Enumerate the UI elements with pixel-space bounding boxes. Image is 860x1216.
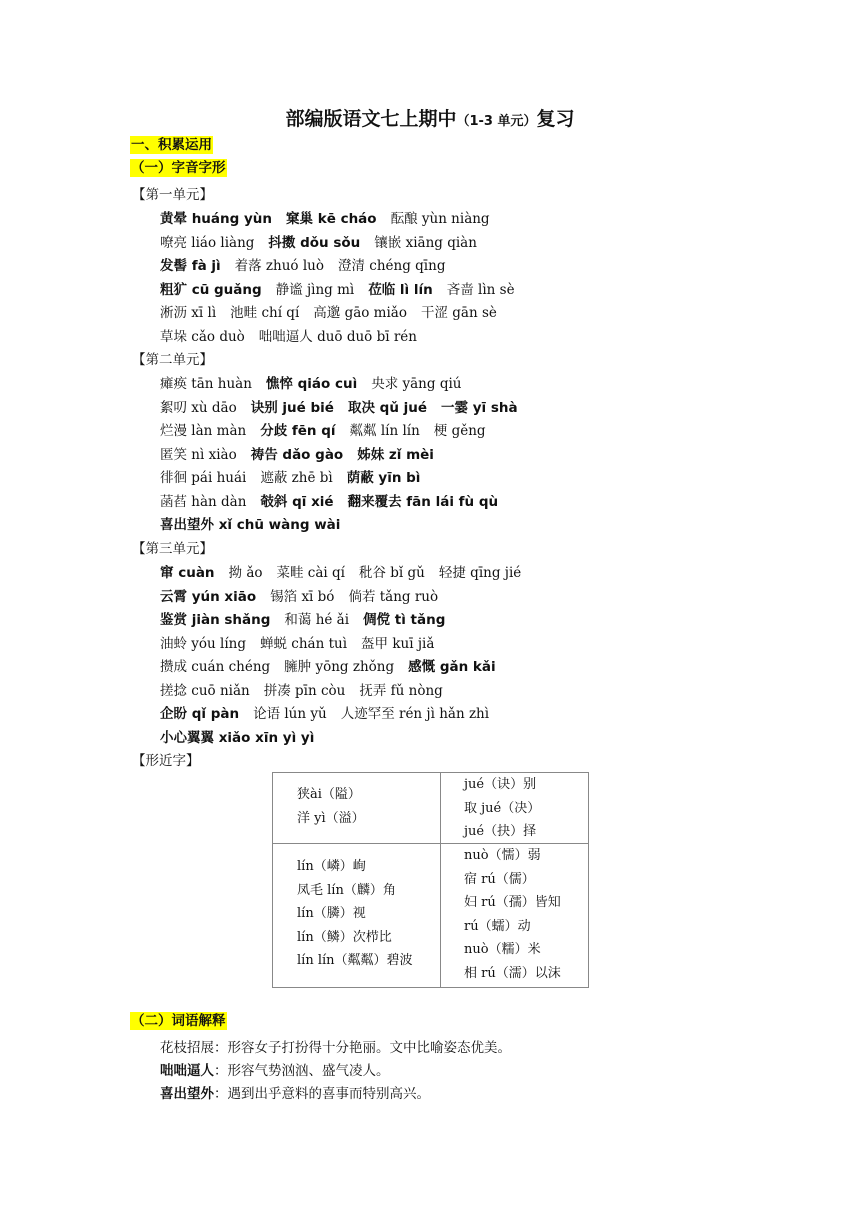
vocab-word: 烂漫 làn màn (160, 423, 247, 439)
unit-heading-3: 【第三单元】 (132, 541, 213, 557)
vocab-word: 臃肿 yōng zhǒng (284, 659, 395, 675)
table-cell-top-right (464, 773, 540, 844)
table-line: rú（蠕）动 (464, 918, 531, 934)
table-line: nuò（懦）弱 (464, 848, 541, 863)
table-line: 妇 rú（孺）皆知 (464, 895, 561, 911)
vocab-word: 草垛 cǎo duò (160, 328, 245, 345)
vocab-word: 搓捻 cuō niǎn (160, 682, 250, 699)
vocab-word: 淅沥 xī lì (160, 305, 217, 321)
definition-term: 花枝招展 (160, 1040, 214, 1056)
vocab-word: 分歧 fēn qí (260, 423, 336, 439)
word-row (160, 254, 459, 274)
vocab-word: 央求 yāng qiú (371, 376, 462, 392)
vocab-word: 池畦 chí qí (230, 305, 300, 321)
vocab-word: 匿笑 nì xiào (160, 446, 237, 463)
word-row (160, 561, 535, 581)
vocab-word: 小心翼翼 xiǎo xīn yì yì (160, 729, 315, 746)
definition-item (160, 1082, 430, 1102)
vocab-word: 干涩 gān sè (420, 305, 497, 321)
table-line: 洋 yì（溢） (297, 810, 365, 826)
vocab-word: 攲斜 qī xié (260, 493, 334, 510)
vocab-word: 荫蔽 yīn bì (346, 470, 421, 486)
word-row (160, 443, 448, 463)
word-row (160, 231, 491, 251)
page-title (0, 104, 860, 131)
vocab-word: 翻来覆去 fān lái fù qù (347, 493, 499, 510)
vocab-word: 瘫痪 tān huàn (160, 376, 252, 392)
word-row (160, 207, 504, 227)
table-line: lín（膦）视 (297, 906, 366, 922)
table-line: 凤毛 lín（麟）角 (297, 882, 396, 898)
word-row (160, 726, 328, 746)
section-heading-accumulation: 一、积累运用 (131, 137, 212, 153)
vocab-word: 镶嵌 xiāng qiàn (374, 234, 477, 251)
vocab-word: 抖擞 dǒu sǒu (268, 234, 361, 251)
section-heading-pronunciation: （一）字音字形 (131, 160, 226, 176)
table-line: lín（鳞）次栉比 (297, 929, 392, 945)
definition-text: ：形容女子打扮得十分艳丽。文中比喻姿态优美。 (214, 1040, 511, 1056)
table-divider-vertical (440, 773, 441, 987)
title-main: 部编版语文七上期中 (285, 108, 457, 130)
similar-chars-table (272, 772, 589, 988)
vocab-word: 吝啬 lìn sè (446, 281, 515, 298)
vocab-word: 感慨 gǎn kǎi (408, 659, 496, 675)
definition-text: ：形容气势汹汹、盛气凌人。 (214, 1063, 390, 1079)
definition-text: ：遇到出乎意料的喜事而特别高兴。 (214, 1086, 430, 1102)
table-line: nuò（糯）米 (464, 942, 541, 958)
word-row (160, 632, 448, 652)
vocab-word: 发髻 fà jì (160, 258, 221, 274)
table-line: lín lín（粼粼）碧波 (297, 953, 413, 969)
vocab-word: 轻捷 qīng jié (438, 565, 522, 581)
word-row (160, 513, 354, 533)
vocab-word: 酝酿 yùn niàng (390, 211, 490, 227)
word-row (160, 655, 510, 675)
vocab-word: 喜出望外 xǐ chū wàng wài (160, 517, 341, 533)
vocab-word: 粼粼 lín lín (349, 423, 420, 439)
vocab-word: 油蛉 yóu líng (160, 635, 247, 652)
word-row (160, 301, 511, 321)
table-line: jué（抉）择 (464, 824, 537, 840)
vocab-word: 鉴赏 jiàn shǎng (160, 612, 271, 628)
table-line: 狭ài（隘） (297, 787, 361, 802)
vocab-word: 菜畦 cài qí (276, 565, 345, 581)
definition-item (160, 1036, 511, 1056)
vocab-word: 和蔼 hé ǎi (284, 612, 350, 628)
vocab-word: 高邈 gāo miǎo (313, 305, 407, 321)
word-row (160, 466, 434, 486)
vocab-word: 嘹亮 liáo liàng (160, 234, 255, 251)
vocab-word: 絮叨 xù dāo (160, 399, 237, 416)
vocab-word: 抚弄 fǔ nòng (359, 682, 443, 699)
table-line: 宿 rú（儒） (464, 871, 535, 887)
vocab-word: 云霄 yún xiāo (160, 588, 257, 605)
title-tail: 复习 (536, 108, 575, 130)
word-row (160, 585, 452, 605)
vocab-word: 取决 qǔ jué (347, 399, 428, 416)
title-range: （1-3 单元） (456, 114, 537, 129)
word-row (160, 278, 529, 298)
vocab-word: 盔甲 kuī jiǎ (361, 635, 435, 652)
vocab-word: 人迹罕至 rén jì hǎn zhì (340, 706, 490, 722)
table-line: 取 jué（决） (464, 800, 541, 816)
vocab-word: 祷告 dǎo gào (250, 446, 344, 463)
vocab-word: 粗犷 cū guǎng (160, 281, 262, 298)
vocab-word: 锡箔 xī bó (270, 588, 335, 605)
vocab-word: 倜傥 tì tǎng (363, 612, 446, 628)
table-cell-bottom-left (297, 855, 413, 973)
definition-item (160, 1059, 390, 1079)
vocab-word: 静谧 jìng mì (275, 281, 355, 298)
table-line: jué（诀）别 (464, 777, 537, 792)
definition-term: 喜出望外 (160, 1086, 214, 1102)
word-row (160, 490, 512, 510)
vocab-word: 徘徊 pái huái (160, 470, 247, 486)
vocab-word: 诀别 jué bié (250, 399, 334, 416)
table-line: 相 rú（濡）以沫 (464, 965, 561, 981)
word-row (160, 419, 500, 439)
vocab-word: 一霎 yī shà (441, 399, 518, 416)
table-cell-top-left (297, 783, 365, 830)
definition-term: 咄咄逼人 (160, 1063, 214, 1079)
word-row (160, 679, 457, 699)
vocab-word: 拗 ǎo (228, 565, 263, 581)
vocab-word: 倘若 tǎng ruò (348, 588, 439, 605)
vocab-word: 澄清 chéng qīng (338, 258, 446, 274)
vocab-word: 着落 zhuó luò (234, 258, 324, 274)
vocab-word: 窜 cuàn (160, 565, 215, 581)
unit-heading-1: 【第一单元】 (132, 187, 213, 203)
vocab-word: 攒成 cuán chéng (160, 659, 271, 675)
table-cell-bottom-right (464, 844, 561, 986)
vocab-word: 梗 gěng (433, 423, 486, 439)
unit-heading-2: 【第二单元】 (132, 352, 213, 368)
word-row (160, 372, 475, 392)
section-heading-vocabulary: （二）词语解释 (131, 1013, 226, 1029)
vocab-word: 论语 lún yǔ (253, 706, 327, 722)
word-row (160, 702, 503, 722)
vocab-word: 窠巢 kē cháo (286, 211, 377, 227)
word-row (160, 325, 431, 345)
word-row (160, 608, 459, 628)
vocab-word: 企盼 qǐ pàn (160, 706, 240, 722)
vocab-word: 蝉蜕 chán tuì (260, 635, 348, 652)
unit-heading-similar: 【形近字】 (132, 753, 200, 769)
vocab-word: 憔悴 qiáo cuì (265, 376, 358, 392)
vocab-word: 姊妹 zǐ mèi (357, 446, 434, 463)
vocab-word: 莅临 lì lín (368, 281, 433, 298)
vocab-word: 咄咄逼人 duō duō bī rén (258, 328, 417, 345)
table-line: lín（嶙）峋 (297, 859, 366, 874)
vocab-word: 遮蔽 zhē bì (260, 470, 333, 486)
word-row (160, 396, 532, 416)
vocab-word: 菡萏 hàn dàn (160, 493, 247, 510)
vocab-word: 黄晕 huáng yùn (160, 211, 273, 227)
vocab-word: 拼凑 pīn còu (263, 682, 346, 699)
vocab-word: 秕谷 bǐ gǔ (359, 565, 425, 581)
